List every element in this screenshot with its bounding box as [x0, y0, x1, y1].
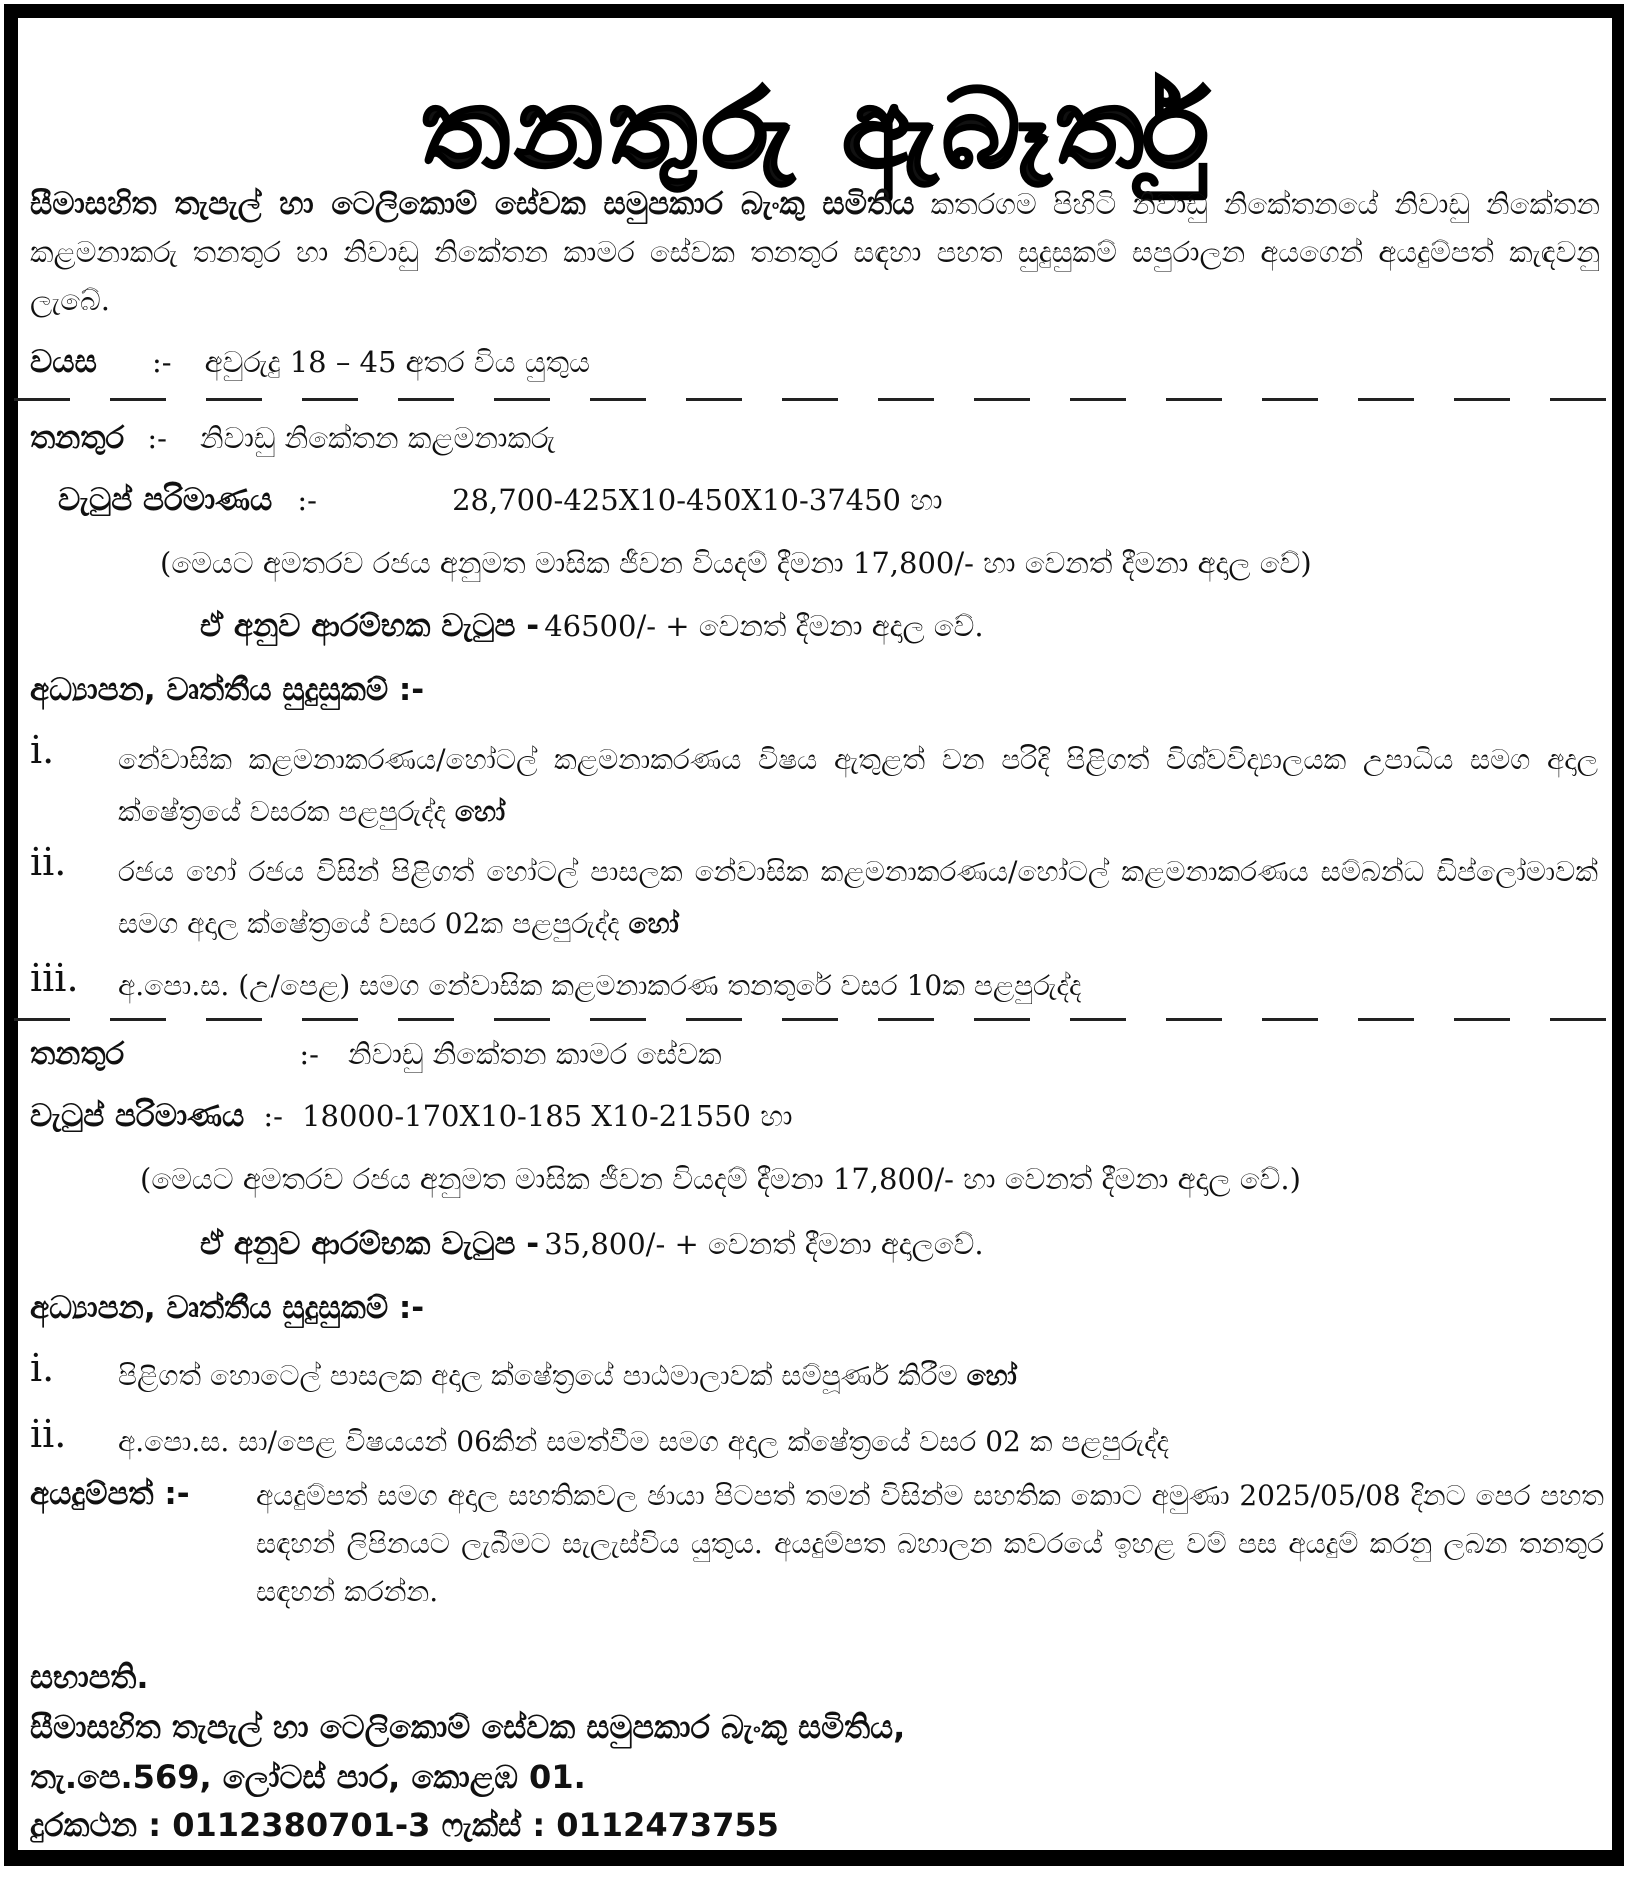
application-text: අයදුම්පත් සමග අදාල සහතිකවල ඡායා පිටපත් තමන් විසින්ම සහතික කොට අමුණා 2025/05/08 දිනට පෙර පහත සඳහන් ලිපිනයට ලැබීමට සැලැස්විය යුතුය. අයදුම්පත බහාලන කවරයේ ඉහළ වම් පස අයදුම් කරනු ලබන තනතුර සඳහන් කරන්න.: [256, 1479, 1604, 1608]
intro-paragraph: [30, 180, 1600, 324]
job1-salary-row: වැටුප් පරිමාණය :- 28,700-425X10-450X10-37450 හා: [58, 482, 943, 518]
signatory-organization: සීමාසහිත තැපැල් හා ටෙලිකොම් සේවක සමුපකාර බැංකු සමිතිය,: [30, 1708, 906, 1746]
job1-qual-1: නේවාසික කළමනාකරණය/හෝටල් කළමනාකරණය විෂය ඇතුළත් වන පරිදි පිළිගත් විශ්වවිද්‍යාලයක උපාධිය සමග අදාල ක්ෂේත්‍රයේ වසරක පළපුරුද්ද හෝ: [118, 743, 1599, 828]
job2-allowance-note: (මෙයට අමතරව රජය අනුමත මාසික ජීවන වියදම් දීමනා 17,800/- හා වෙනත් දීමනා අදාල වේ.): [140, 1162, 1301, 1196]
intro-text: කතරගම පිහිටි නිවාඩු නිකේතනයේ නිවාඩු නිකේතන කළමනාකරු තනතුර හා නිවාඩු නිකේතන කාමර සේවක තනතුර සඳහා පහත සුදුසුකම් සපුරාලන අයගෙන් අයදුම්පත් කැඳවනු ලැබේ.: [30, 187, 1601, 317]
divider-dashed: [14, 1018, 1622, 1021]
job1-qual-3: අ.පො.ස. (උ/පෙළ) සමග නේවාසික කළමනාකරණ තනතුරේ වසර 10ක පළපුරුද්ද: [118, 969, 1082, 1002]
job1-allowance-note: (මෙයට අමතරව රජය අනුමත මාසික ජීවන වියදම් දීමනා 17,800/- හා වෙනත් දීමනා අදාල වේ): [160, 546, 1312, 580]
job2-qualifications-heading: අධ්‍යාපන, වෘත්තීය සුදුසුකම් :-: [30, 1290, 425, 1326]
job1-post-row: තනතුර :- නිවාඩු නිකේතන කළමනාකරු: [30, 420, 556, 456]
age-value: අවුරුදු 18 – 45 අතර විය යුතුය: [204, 345, 590, 379]
job2-post-value: නිවාඩු නිකේතන කාමර සේවක: [348, 1037, 722, 1071]
job2-qual-2: අ.පො.ස. සා/පෙළ විෂයයන් 06කින් සමත්වීම සමග අදාල ක්ෂේත්‍රයේ වසර 02 ක පළපුරුද්ද: [118, 1425, 1169, 1458]
job1-qual-2: රජය හෝ රජය විසින් පිළිගත් හෝටල් පාසලක නේවාසික කළමනාකරණය/හෝටල් කළමනාකරණය සම්බන්ධ ඩිප්ලෝමාවක් සමග අදාල ක්ෂේත්‍රයේ වසර 02ක පළපුරුද්ද හෝ: [118, 855, 1598, 940]
job1-salary-value: 28,700-425X10-450X10-37450 හා: [452, 483, 943, 517]
job2-salary-value: 18000-170X10-185 X10-21550 හා: [302, 1099, 793, 1133]
job2-qual-1: පිළිගත් හොටෙල් පාසලක අදාල ක්ෂේත්‍රයේ පාඨමාලාවක් සම්පූර්ණ කිරීම හෝ: [118, 1359, 1017, 1392]
divider-dashed: [14, 398, 1622, 401]
job1-post-value: නිවාඩු නිකේතන කළමනාකරු: [200, 421, 556, 455]
job2-salary-row: වැටුප් පරිමාණය :- 18000-170X10-185 X10-21550 හා: [30, 1098, 793, 1134]
address: තැ.පෙ.569, ලෝටස් පාර, කොළඹ 01.: [30, 1758, 586, 1796]
job1-starting-salary: ඒ අනුව ආරම්භක වැටුප - 46500/- + වෙනත් දීමනා අදාල වේ.: [200, 608, 984, 644]
job2-post-row: තනතුර :- නිවාඩු නිකේතන කාමර සේවක: [30, 1036, 722, 1072]
page-title: තනතුරු ඇබෑර්තු: [421, 67, 1215, 192]
age-row: වයස :- අවුරුදු 18 – 45 අතර විය යුතුය: [30, 344, 590, 380]
contact-numbers: දුරකථන : 0112380701-3 ෆැක්ස් : 0112473755: [30, 1806, 779, 1844]
job2-starting-salary: ඒ අනුව ආරම්භක වැටුප - 35,800/- + වෙනත් දීමනා අදාලවේ.: [200, 1226, 984, 1262]
job1-qualifications-heading: අධ්‍යාපන, වෘත්තීය සුදුසුකම් :-: [30, 672, 425, 708]
organization-name: සීමාසහිත තැපැල් හා ටෙලිකොම් සේවක සමුපකාර බැංකු සමිතිය: [30, 186, 915, 222]
age-label: වයස: [30, 344, 97, 380]
signatory-title: සභාපති.: [30, 1658, 149, 1696]
application-label: අයදුම්පත් :-: [30, 1476, 190, 1512]
